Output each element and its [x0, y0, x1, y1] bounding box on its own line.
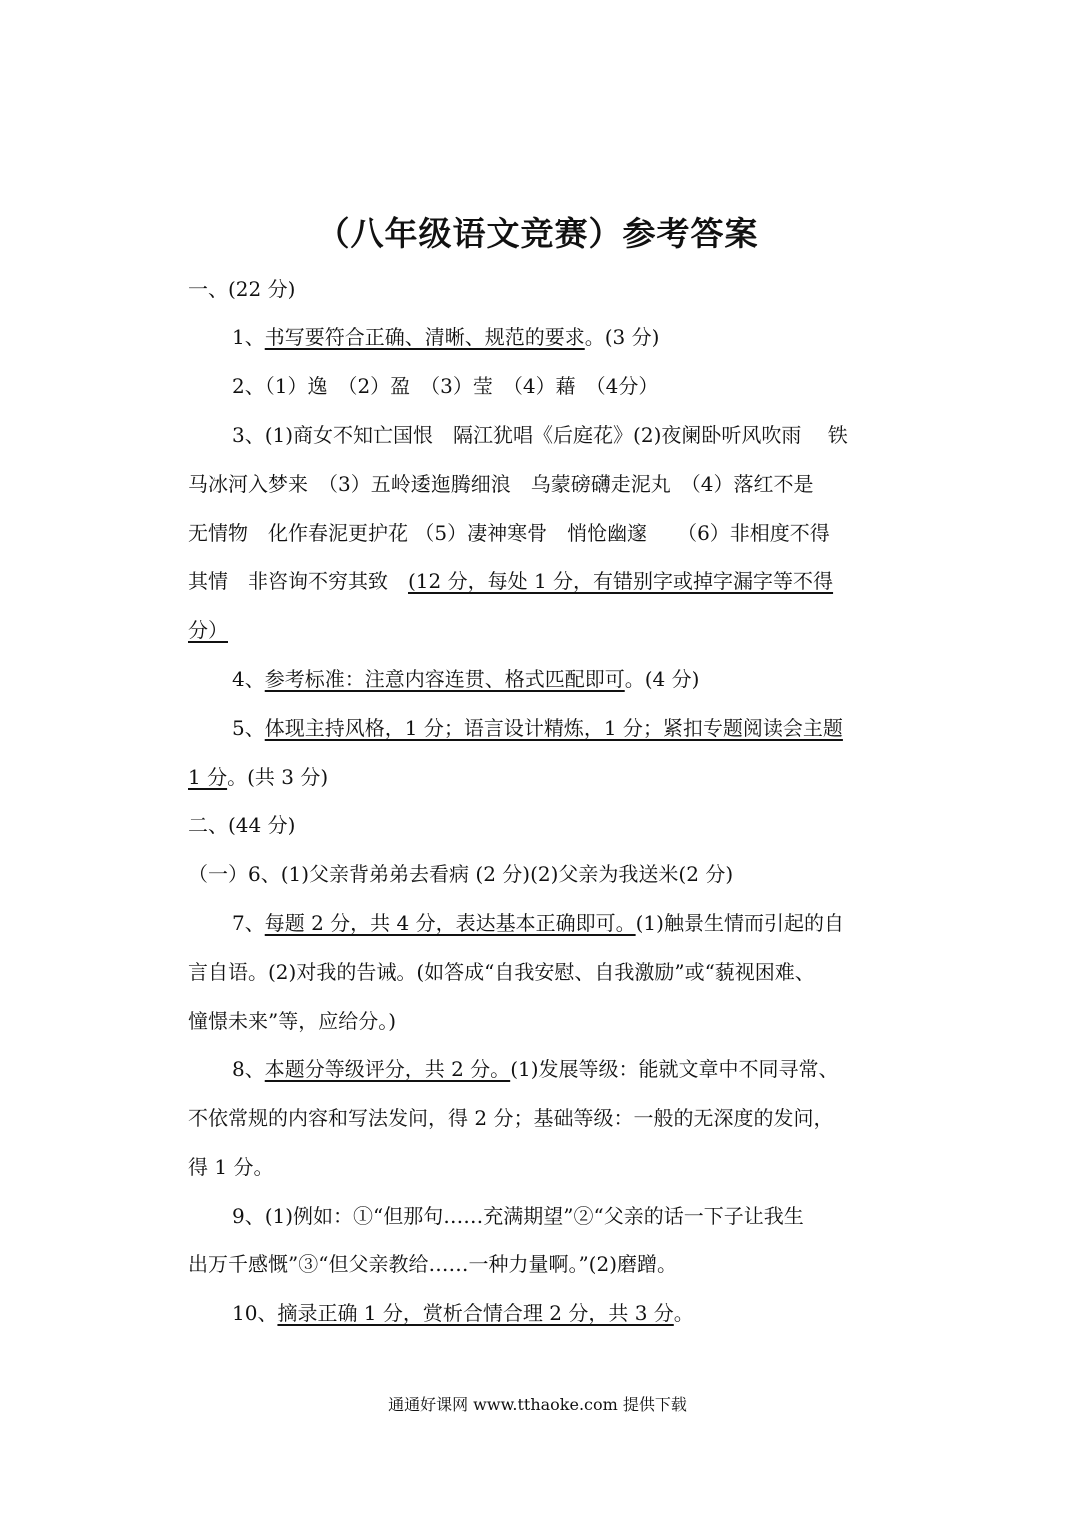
answer-3-line-3: 无情物 化作春泥更护花 （5）凄神寒骨 悄怆幽邃 （6）非相度不得 — [188, 521, 830, 545]
page-title: （八年级语文竞赛）参考答案 — [316, 214, 759, 253]
footer-source: 通通好课网 www.tthaoke.com 提供下载 — [388, 1395, 687, 1414]
section-1-heading: 一、(22 分) — [188, 277, 296, 301]
answer-9-line-2: 出万千感慨”③“但父亲教给……一种力量啊。”(2)磨蹭。 — [188, 1252, 678, 1276]
answer-8-line-2: 不依常规的内容和写法发问，得 2 分；基础等级：一般的无深度的发问， — [188, 1106, 834, 1130]
answer-3-line-4: 其情 非咨询不穷其致 (12 分，每处 1 分，有错别字或掉字漏字等不得 — [188, 569, 834, 593]
answer-3-line-2: 马冰河入梦来 （3）五岭逶迤腾细浪 乌蒙磅礴走泥丸 （4）落红不是 — [188, 472, 814, 496]
answer-4: 4、参考标准：注意内容连贯、格式匹配即可。(4 分) — [232, 667, 700, 691]
answer-1: 1、书写要符合正确、清晰、规范的要求。(3 分) — [232, 325, 660, 349]
answer-7-line-2: 言自语。(2)对我的告诫。(如答成“自我安慰、自我激励”或“藐视困难、 — [188, 960, 815, 984]
answer-8-line-3: 得 1 分。 — [188, 1155, 274, 1179]
answer-2: 2、（1）逸 （2）盈 （3）莹 （4）藉 （4分） — [232, 374, 659, 398]
answer-5-line-1: 5、体现主持风格，1 分；语言设计精炼，1 分；紧扣专题阅读会主题 — [232, 716, 843, 740]
answer-9-line-1: 9、(1)例如：①“但那句……充满期望”②“父亲的话一下子让我生 — [232, 1204, 804, 1228]
answer-5-line-2: 1 分。(共 3 分) — [188, 765, 329, 789]
answer-8-line-1: 8、本题分等级评分，共 2 分。(1)发展等级：能就文章中不同寻常、 — [232, 1057, 839, 1081]
answer-6: （一）6、(1)父亲背弟弟去看病 (2 分)(2)父亲为我送米(2 分) — [188, 862, 734, 886]
answer-7-line-3: 憧憬未来”等，应给分。) — [188, 1009, 397, 1033]
answer-3-line-5: 分） — [188, 618, 228, 642]
answer-10: 10、摘录正确 1 分，赏析合情合理 2 分，共 3 分。 — [232, 1301, 694, 1325]
answer-7-line-1: 7、每题 2 分，共 4 分，表达基本正确即可。(1)触景生情而引起的自 — [232, 911, 844, 935]
section-2-heading: 二、(44 分) — [188, 813, 296, 837]
answer-3-line-1: 3、(1)商女不知亡国恨 隔江犹唱《后庭花》(2)夜阑卧听风吹雨 铁 — [232, 423, 848, 447]
